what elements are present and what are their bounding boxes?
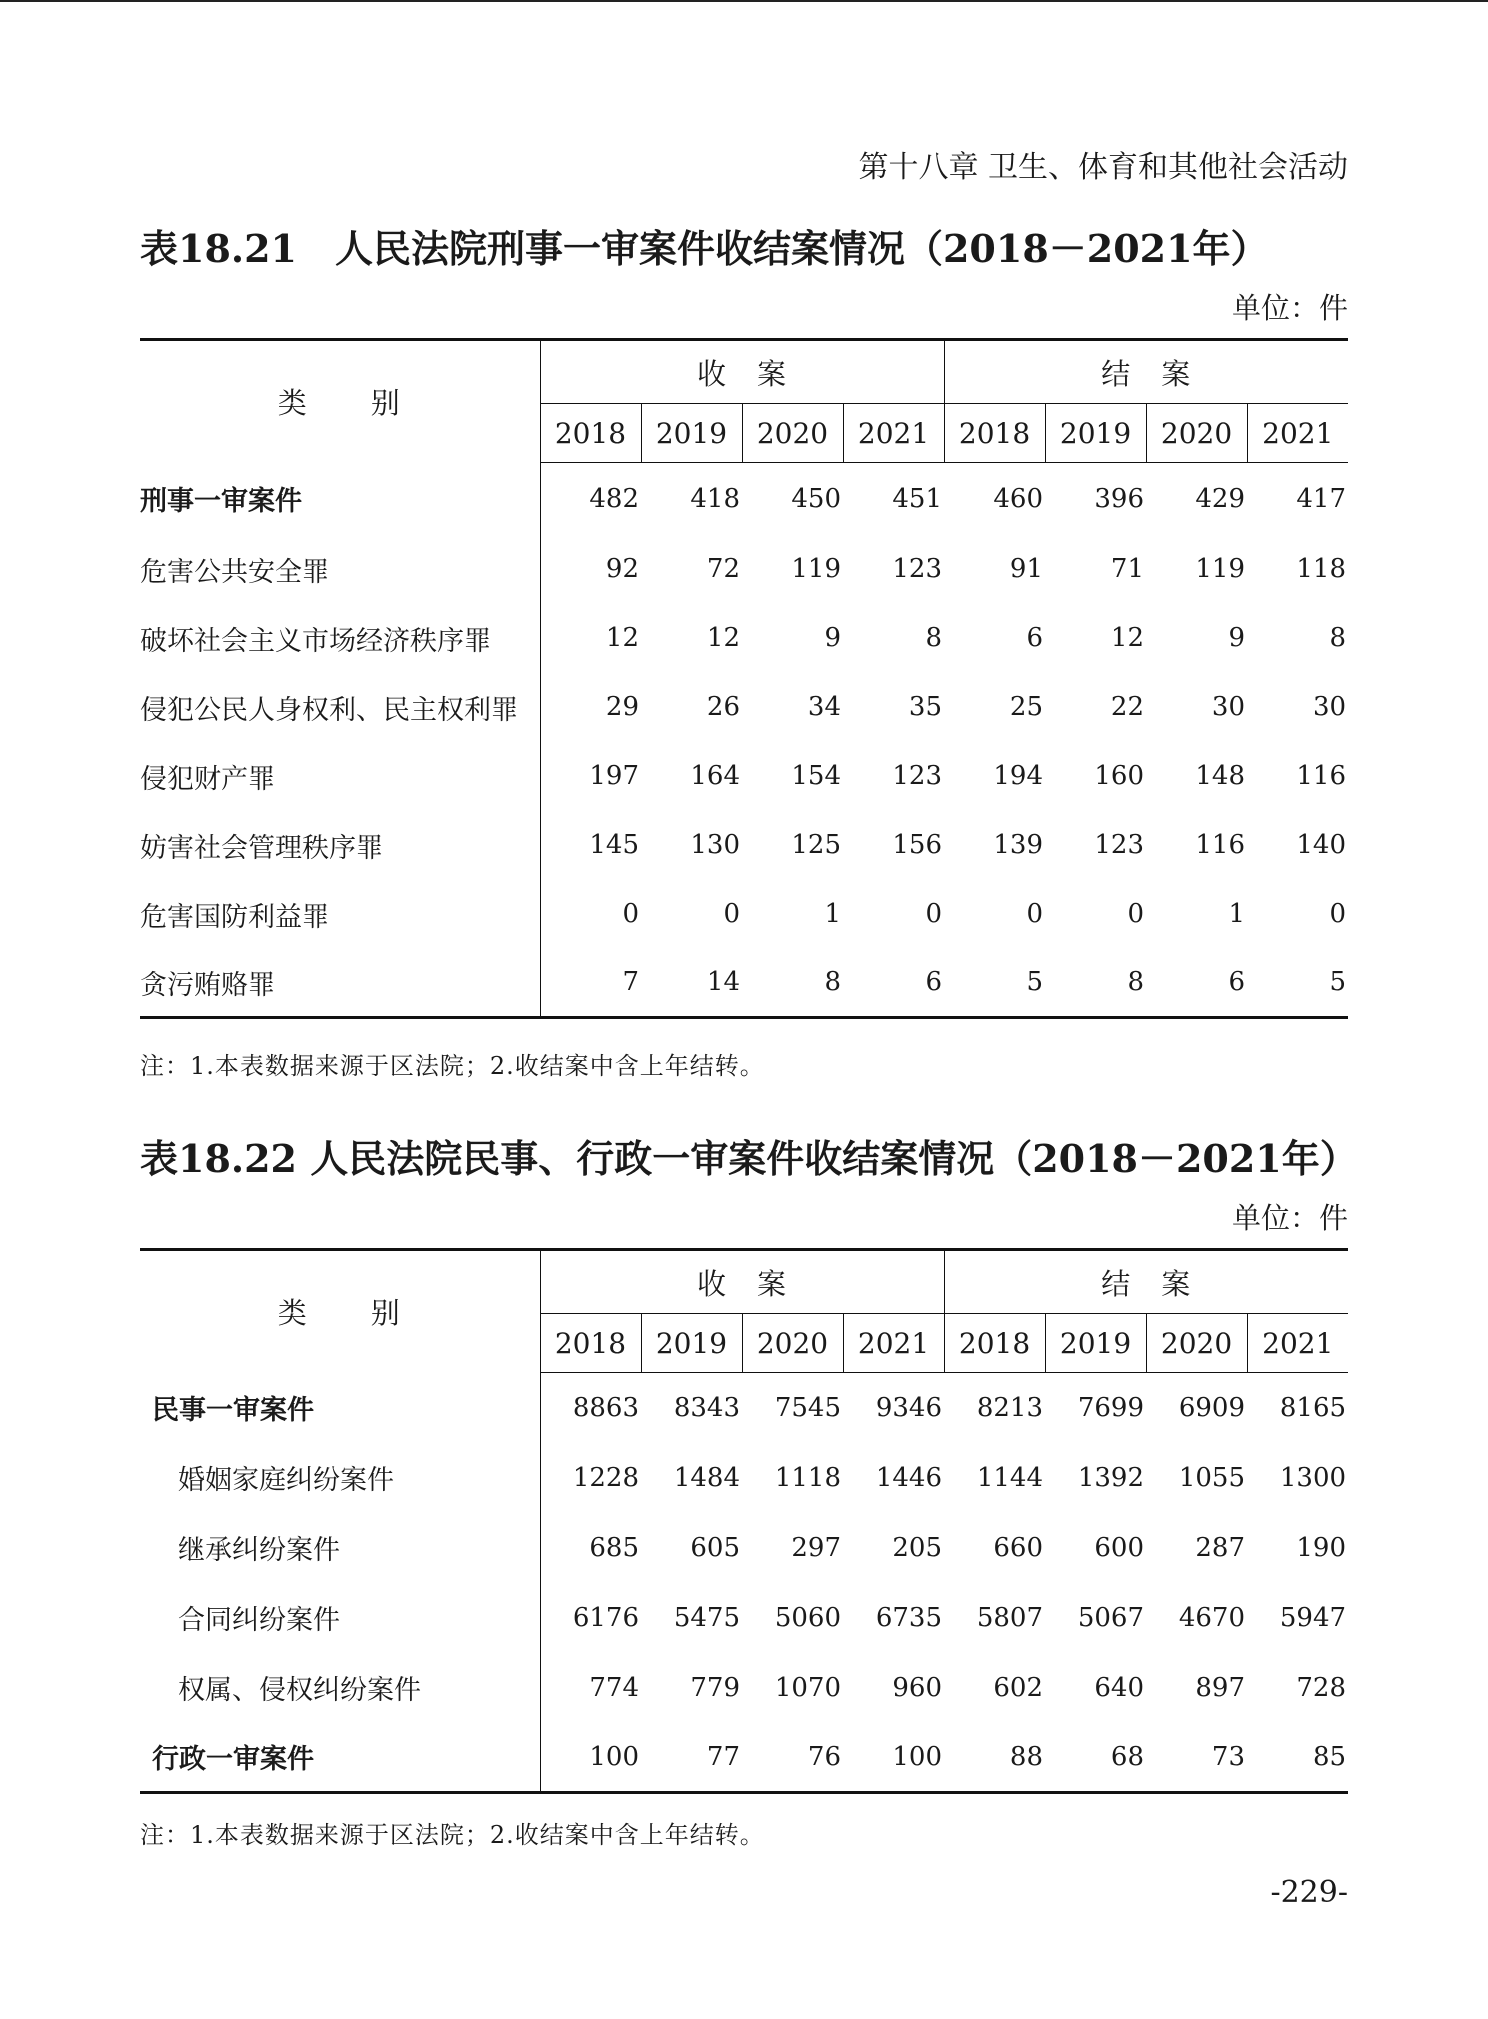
- table-cell: 482: [589, 483, 639, 514]
- table-cell: 0: [622, 899, 639, 929]
- table-cell: 100: [540, 1723, 641, 1793]
- table1-year-header: 2019: [641, 404, 742, 463]
- table-cell: 190: [1296, 1532, 1347, 1563]
- table-cell: 118: [1296, 554, 1347, 584]
- chapter-header: 第十八章 卫生、体育和其他社会活动: [858, 150, 1348, 185]
- table-cell: 0: [1026, 899, 1044, 929]
- table-cell: 145: [589, 830, 639, 860]
- table1-year-header: 2020: [1146, 404, 1247, 463]
- table-row: [140, 604, 1348, 673]
- table-cell: 194: [993, 761, 1044, 791]
- table-cell: 0: [1329, 899, 1347, 929]
- table-cell: 8165: [1279, 1392, 1347, 1423]
- table-cell: 9: [1228, 623, 1246, 653]
- table-cell: 8: [1329, 623, 1347, 653]
- table-cell: 0: [1127, 899, 1145, 929]
- table1-year-header: 2021: [843, 404, 944, 463]
- table-cell: 605: [690, 1532, 740, 1563]
- table-cell: 897: [1195, 1672, 1246, 1703]
- table-cell: 140: [1296, 830, 1347, 860]
- table-cell: 164: [690, 761, 740, 791]
- table2-year-header: 2019: [1045, 1314, 1146, 1373]
- table-cell: 1: [1228, 899, 1246, 929]
- table-cell: 960: [892, 1672, 943, 1703]
- table1-unit: 单位：件: [1231, 291, 1348, 325]
- table-cell: 8863: [572, 1392, 639, 1423]
- table-cell: 728: [1296, 1672, 1347, 1703]
- table-cell: 12: [706, 623, 740, 653]
- table-cell: 34: [807, 692, 841, 722]
- table-row: [140, 1513, 1348, 1583]
- table-cell: 92: [605, 554, 639, 584]
- table-cell: 685: [589, 1532, 639, 1563]
- table-cell: 0: [723, 899, 740, 929]
- table-cell: 600: [1094, 1532, 1145, 1563]
- table-cell: 396: [1094, 483, 1145, 514]
- table-cell: 76: [742, 1723, 843, 1793]
- table-cell: 450: [791, 483, 841, 514]
- table-cell: 26: [706, 692, 740, 722]
- table-cell: 6909: [1178, 1392, 1246, 1423]
- table-cell: 660: [993, 1532, 1044, 1563]
- table-cell: 9: [824, 623, 841, 653]
- table-cell: 30: [1312, 692, 1347, 722]
- table1-year-header: 2021: [1247, 404, 1348, 463]
- table2-year-header: 2020: [1146, 1314, 1247, 1373]
- table-cell: 205: [892, 1532, 943, 1563]
- table-cell: 6176: [572, 1602, 639, 1633]
- row-label: 危害国防利益罪: [140, 880, 540, 949]
- table-cell: 418: [690, 483, 740, 514]
- table-cell: 100: [843, 1723, 944, 1793]
- table-cell: 6: [1026, 623, 1044, 653]
- table1-received-header: 收 案: [540, 340, 944, 404]
- table-cell: 779: [690, 1672, 740, 1703]
- table2-category-header: 类 别: [140, 1250, 540, 1373]
- table-cell: 7: [540, 949, 641, 1018]
- table-cell: 8: [742, 949, 843, 1018]
- table-cell: 22: [1110, 692, 1145, 722]
- table1-year-header: 2020: [742, 404, 843, 463]
- table-row: [140, 949, 1348, 1018]
- table1: [140, 338, 1348, 1019]
- table-cell: 4670: [1178, 1602, 1246, 1633]
- table2-year-header: 2018: [944, 1314, 1045, 1373]
- row-label: 权属、侵权纠纷案件: [140, 1653, 540, 1723]
- table1-year-header: 2018: [540, 404, 641, 463]
- row-label: 民事一审案件: [140, 1373, 540, 1443]
- table-cell: 460: [993, 483, 1044, 514]
- table2-unit: 单位：件: [1231, 1201, 1348, 1235]
- table-cell: 119: [1195, 554, 1246, 584]
- table-cell: 297: [791, 1532, 841, 1563]
- table2-year-header: 2019: [641, 1314, 742, 1373]
- table-cell: 125: [791, 830, 841, 860]
- table-cell: 8213: [976, 1392, 1044, 1423]
- row-label: 婚姻家庭纠纷案件: [140, 1443, 540, 1513]
- table-cell: 1300: [1279, 1462, 1347, 1493]
- table-cell: 7699: [1077, 1392, 1145, 1423]
- row-label: 侵犯公民人身权利、民主权利罪: [140, 673, 540, 742]
- table1-title: 表18.21 人民法院刑事一审案件收结案情况（2018－2021年）: [140, 226, 1269, 271]
- table-cell: 1392: [1077, 1462, 1145, 1493]
- table-cell: 139: [993, 830, 1044, 860]
- table1-note: 注：1.本表数据来源于区法院；2.收结案中含上年结转。: [140, 1052, 765, 1080]
- table-row: [140, 463, 1348, 535]
- table-cell: 25: [1009, 692, 1044, 722]
- table-row: [140, 1443, 1348, 1513]
- table-cell: 6735: [875, 1602, 943, 1633]
- table-cell: 1: [824, 899, 841, 929]
- table-cell: 5: [1247, 949, 1348, 1018]
- table-cell: 30: [1211, 692, 1246, 722]
- table-cell: 148: [1195, 761, 1246, 791]
- row-label: 妨害社会管理秩序罪: [140, 811, 540, 880]
- table1-year-header: 2018: [944, 404, 1045, 463]
- page-top-border: [0, 0, 1488, 2]
- table-cell: 8: [925, 623, 943, 653]
- row-label: 继承纠纷案件: [140, 1513, 540, 1583]
- table-cell: 6: [1146, 949, 1247, 1018]
- table-cell: 29: [605, 692, 639, 722]
- table-cell: 1228: [572, 1462, 639, 1493]
- table-cell: 5807: [976, 1602, 1044, 1633]
- table-cell: 451: [892, 483, 943, 514]
- table-row: [140, 811, 1348, 880]
- table2: [140, 1248, 1348, 1794]
- table-cell: 774: [589, 1672, 639, 1703]
- table-cell: 12: [1110, 623, 1145, 653]
- table-cell: 154: [791, 761, 841, 791]
- table-cell: 1070: [774, 1672, 841, 1703]
- table-row: [140, 673, 1348, 742]
- row-label: 贪污贿赂罪: [140, 949, 540, 1018]
- table2-body: [140, 1373, 1348, 1793]
- table2-year-header: 2021: [843, 1314, 944, 1373]
- table1-closed-header: 结 案: [944, 340, 1348, 404]
- table2-year-header: 2018: [540, 1314, 641, 1373]
- table-cell: 14: [641, 949, 742, 1018]
- table-row: [140, 1373, 1348, 1443]
- table-cell: 1484: [673, 1462, 740, 1493]
- table2-received-header: 收 案: [540, 1250, 944, 1314]
- table-cell: 12: [605, 623, 639, 653]
- table-row: [140, 1653, 1348, 1723]
- table-row: [140, 1583, 1348, 1653]
- table-cell: 5475: [673, 1602, 740, 1633]
- table-cell: 72: [706, 554, 740, 584]
- table2-closed-header: 结 案: [944, 1250, 1348, 1314]
- row-label: 刑事一审案件: [140, 463, 540, 535]
- row-label: 破坏社会主义市场经济秩序罪: [140, 604, 540, 673]
- table-cell: 1144: [976, 1462, 1044, 1493]
- table2-title: 表18.22 人民法院民事、行政一审案件收结案情况（2018－2021年）: [140, 1136, 1358, 1181]
- table-cell: 6: [843, 949, 944, 1018]
- table-cell: 123: [1094, 830, 1145, 860]
- table1-body: [140, 463, 1348, 1018]
- page-number: -229-: [1270, 1875, 1348, 1910]
- table-cell: 130: [690, 830, 740, 860]
- table-cell: 429: [1195, 483, 1246, 514]
- table-cell: 602: [993, 1672, 1044, 1703]
- table-cell: 35: [908, 692, 943, 722]
- table2-year-header: 2020: [742, 1314, 843, 1373]
- table-cell: 640: [1094, 1672, 1145, 1703]
- row-label: 合同纠纷案件: [140, 1583, 540, 1653]
- table-cell: 7545: [774, 1392, 841, 1423]
- table-cell: 156: [892, 830, 943, 860]
- table-cell: 5060: [774, 1602, 841, 1633]
- table-cell: 5067: [1077, 1602, 1145, 1633]
- table-row: [140, 1723, 1348, 1793]
- table-cell: 91: [1009, 554, 1044, 584]
- table-cell: 9346: [875, 1392, 943, 1423]
- table-cell: 123: [892, 554, 943, 584]
- table-cell: 1055: [1178, 1462, 1246, 1493]
- table-cell: 5947: [1279, 1602, 1347, 1633]
- table-cell: 116: [1195, 830, 1246, 860]
- table-cell: 88: [944, 1723, 1045, 1793]
- table2-note: 注：1.本表数据来源于区法院；2.收结案中含上年结转。: [140, 1821, 765, 1849]
- table-cell: 160: [1094, 761, 1145, 791]
- table-cell: 68: [1045, 1723, 1146, 1793]
- table-cell: 123: [892, 761, 943, 791]
- row-label: 危害公共安全罪: [140, 535, 540, 604]
- table-row: [140, 742, 1348, 811]
- row-label: 行政一审案件: [140, 1723, 540, 1793]
- table2-year-header: 2021: [1247, 1314, 1348, 1373]
- table-cell: 5: [944, 949, 1045, 1018]
- table-cell: 8: [1045, 949, 1146, 1018]
- table1-category-header: 类 别: [140, 340, 540, 463]
- table-cell: 8343: [673, 1392, 740, 1423]
- table-cell: 116: [1296, 761, 1347, 791]
- table-cell: 1446: [875, 1462, 943, 1493]
- table-cell: 1118: [774, 1462, 841, 1493]
- table-row: [140, 880, 1348, 949]
- table-cell: 119: [791, 554, 841, 584]
- table-cell: 85: [1247, 1723, 1348, 1793]
- table-cell: 77: [641, 1723, 742, 1793]
- row-label: 侵犯财产罪: [140, 742, 540, 811]
- table-cell: 0: [925, 899, 943, 929]
- table-cell: 417: [1296, 483, 1347, 514]
- table-cell: 71: [1110, 554, 1145, 584]
- table1-year-header: 2019: [1045, 404, 1146, 463]
- table-row: [140, 535, 1348, 604]
- table-cell: 287: [1195, 1532, 1246, 1563]
- table-cell: 197: [589, 761, 639, 791]
- table-cell: 73: [1146, 1723, 1247, 1793]
